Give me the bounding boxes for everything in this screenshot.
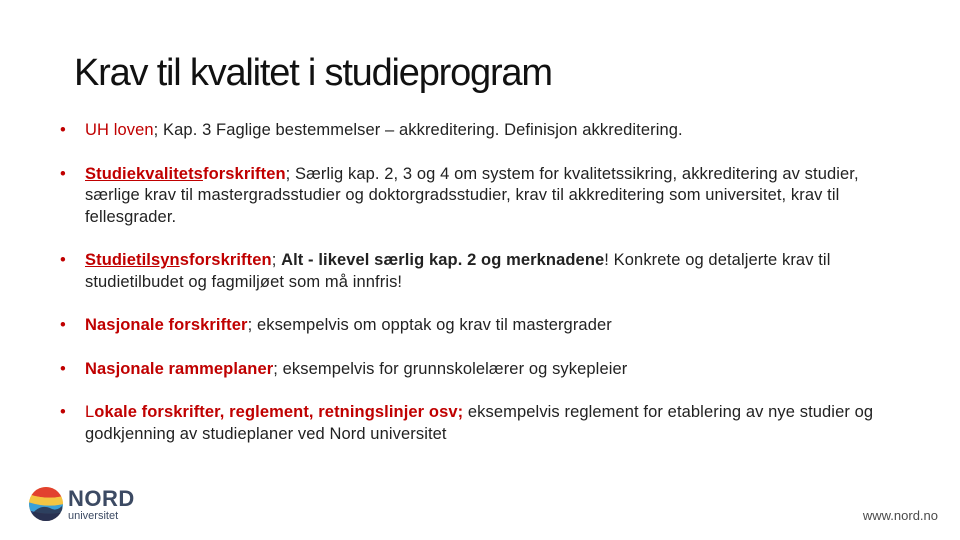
bullet-lead: Nasjonale forskrifter — [85, 316, 248, 334]
bullet-text: ; eksempelvis om opptak og krav til mastergrader — [247, 316, 612, 334]
bullet-uh-loven — [60, 120, 910, 142]
bullet-text: ; Særlig kap. 2, 3 og 4 om system for kvalitetssikring, akkreditering av studier, særlige krav til mastergradsstudier og doktorgradsstudier, krav til akkreditering som universitet, krav til fellesgrader. — [85, 164, 859, 226]
bullet-text: ; Kap. 3 Faglige bestemmelser – akkreditering. Definisjon akkreditering. — [153, 121, 683, 139]
bullet-lead-suffix: okale forskrifter, reglement, retningslinjer osv; — [94, 403, 464, 421]
bullet-lead: Studietilsyn — [85, 251, 180, 269]
logo-subtitle: universitet — [68, 510, 119, 522]
bullet-text: ; — [271, 251, 282, 269]
nord-logo — [28, 486, 138, 530]
bullet-emphasis: Alt - likevel særlig kap. 2 og merknadene — [281, 251, 605, 269]
bullet-lokale-forskrifter — [60, 402, 910, 445]
bullet-text-tail: ! Konkrete og detaljerte krav til studietilbudet og fagmiljøet som må innfris! — [85, 251, 831, 291]
bullet-text: ; eksempelvis for grunnskolelærer og sykepleier — [273, 359, 628, 378]
bullet-nasjonale-forskrifter — [60, 315, 910, 337]
bullet-studietilsynsforskriften — [60, 250, 910, 293]
logo-name: NORD — [68, 486, 135, 511]
slide-title: Krav til kvalitet i studieprogram — [74, 52, 552, 94]
footer-url: www.nord.no — [862, 508, 938, 523]
nord-logo-icon — [28, 486, 64, 522]
bullet-list — [60, 120, 910, 445]
bullet-lead-suffix: forskriften — [202, 164, 286, 183]
bullet-lead: Nasjonale rammeplaner — [85, 359, 274, 378]
bullet-text: eksempelvis reglement for etablering av nye studier og godkjenning av studieplaner ved Nord universitet — [85, 403, 874, 443]
bullet-lead: Studiekvalitets — [85, 164, 203, 183]
bullet-lead: L — [85, 403, 95, 421]
bullet-lead: UH loven — [85, 121, 154, 139]
bullet-nasjonale-rammeplaner — [60, 359, 910, 381]
bullet-studiekvalitetsforskriften — [60, 164, 910, 229]
bullet-lead-suffix: sforskriften — [179, 251, 272, 269]
